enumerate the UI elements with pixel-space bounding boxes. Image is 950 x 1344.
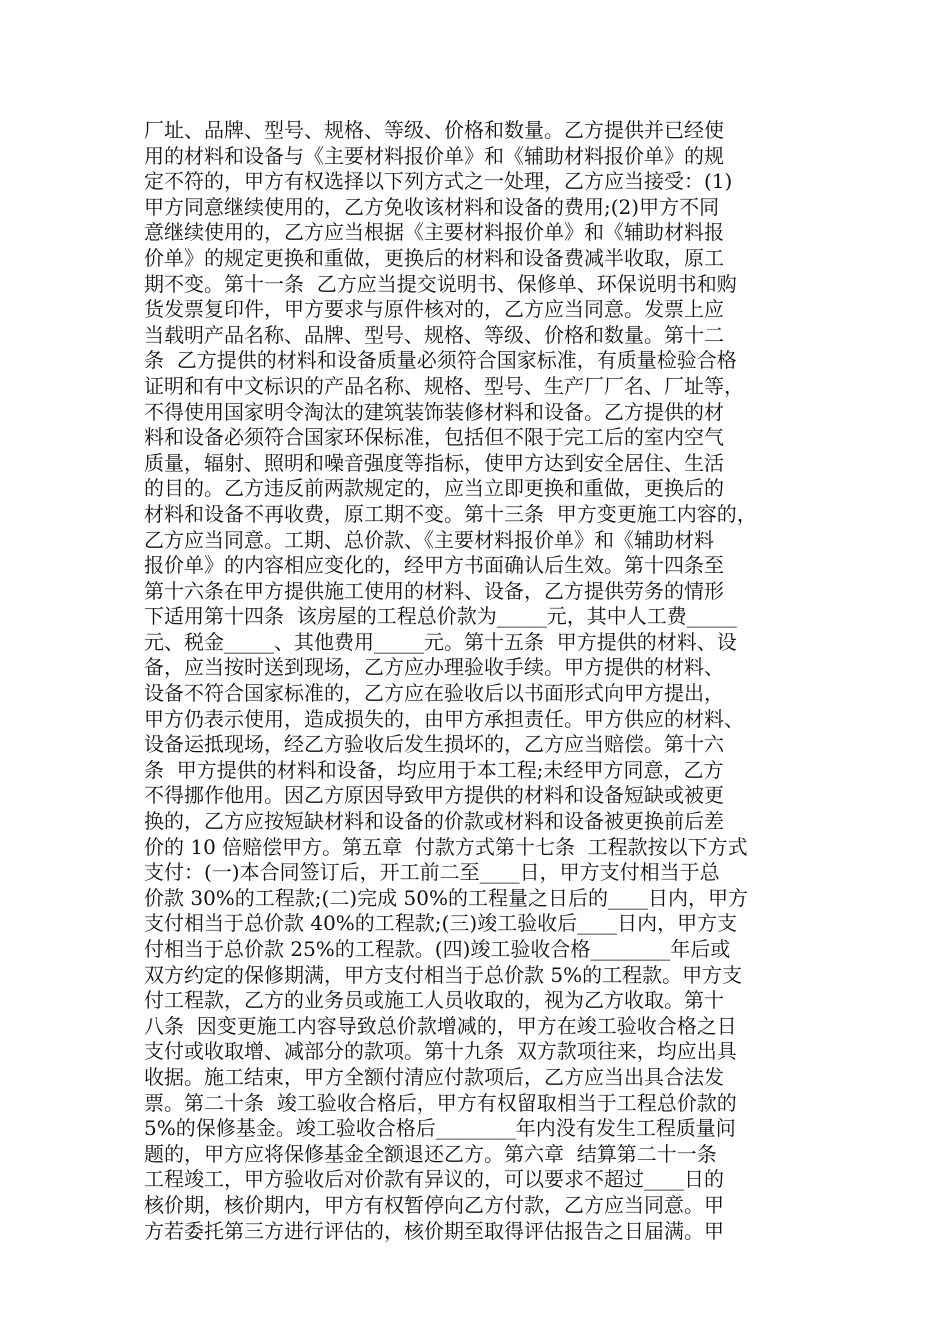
text-line: 不得挪作他用。因乙方原因导致甲方提供的材料和设备短缺或被更 (144, 783, 724, 808)
text-line: 甲方同意继续使用的，乙方免收该材料和设备的费用;(2)甲方不同 (144, 194, 720, 219)
text-line: 5%的保修基金。竣工验收合格后________年内没有发生工程质量问 (144, 1116, 736, 1141)
text-line: 下适用第十四条 该房屋的工程总价款为_____元，其中人工费_____ (144, 604, 737, 629)
text-line: 八条 因变更施工内容导致总价款增减的，甲方在竣工验收合格之日 (144, 1013, 737, 1038)
text-line: 付工程款，乙方的业务员或施工人员收取的，视为乙方收取。第十 (144, 988, 724, 1013)
text-line: 支付：(一)本合同签订后，开工前二至____日，甲方支付相当于总 (144, 860, 720, 885)
text-line: 第十六条在甲方提供施工使用的材料、设备，乙方提供劳务的情形 (144, 578, 724, 603)
text-line: 工程竣工，甲方验收后对价款有异议的，可以要求不超过____日的 (144, 1167, 724, 1192)
text-line: 料和设备必须符合国家环保标准，包括但不限于完工后的室内空气 (144, 425, 724, 450)
contract-body-text (144, 118, 810, 1244)
text-line: 证明和有中文标识的产品名称、规格、型号、生产厂厂名、厂址等， (144, 373, 744, 398)
text-line: 用的材料和设备与《主要材料报价单》和《辅助材料报价单》的规 (144, 143, 724, 168)
text-line: 的目的。乙方违反前两款规定的，应当立即更换和重做，更换后的 (144, 476, 724, 501)
text-line: 方若委托第三方进行评估的，核价期至取得评估报告之日届满。甲 (144, 1218, 724, 1243)
text-line: 双方约定的保修期满，甲方支付相当于总价款 5%的工程款。甲方支 (144, 962, 743, 987)
text-line: 甲方仍表示使用，造成损失的，由甲方承担责任。甲方供应的材料、 (144, 706, 744, 731)
text-line: 货发票复印件，甲方要求与原件核对的，乙方应当同意。发票上应 (144, 297, 724, 322)
text-line: 备，应当按时送到现场，乙方应办理验收手续。甲方提供的材料、 (144, 655, 724, 680)
text-line: 设备不符合国家标准的，乙方应在验收后以书面形式向甲方提出， (144, 681, 724, 706)
text-line: 元、税金_____、其他费用_____元。第十五条 甲方提供的材料、设 (144, 629, 737, 654)
text-line: 设备运抵现场，经乙方验收后发生损坏的，乙方应当赔偿。第十六 (144, 732, 724, 757)
text-line: 支付相当于总价款 40%的工程款;(三)竣工验收后____日内，甲方支 (144, 911, 738, 936)
text-line: 付相当于总价款 25%的工程款。(四)竣工验收合格________年后或 (144, 937, 731, 961)
text-line: 价款 30%的工程款;(二)完成 50%的工程量之日后的____日内，甲方 (144, 885, 748, 910)
text-line: 换的，乙方应按短缺材料和设备的价款或材料和设备被更换前后差 (144, 809, 724, 834)
text-line: 收据。施工结束，甲方全额付清应付款项后，乙方应当出具合法发 (144, 1064, 724, 1089)
text-line: 条 乙方提供的材料和设备质量必须符合国家标准，有质量检验合格 (144, 348, 737, 373)
text-line: 报价单》的内容相应变化的，经甲方书面确认后生效。第十四条至 (144, 553, 724, 578)
text-line: 核价期，核价期内，甲方有权暂停向乙方付款，乙方应当同意。甲 (144, 1192, 724, 1217)
text-line: 价单》的规定更换和重做，更换后的材料和设备费减半收取，原工 (144, 245, 724, 270)
text-line: 题的，甲方应将保修基金全额退还乙方。第六章 结算第二十一条 (144, 1141, 717, 1166)
text-line: 票。第二十条 竣工验收合格后，甲方有权留取相当于工程总价款的 (144, 1090, 737, 1115)
text-line: 定不符的，甲方有权选择以下列方式之一处理，乙方应当接受：(1) (144, 169, 733, 194)
text-line: 意继续使用的，乙方应当根据《主要材料报价单》和《辅助材料报 (144, 220, 724, 245)
text-line: 材料和设备不再收费，原工期不变。第十三条 甲方变更施工内容的， (144, 501, 757, 526)
text-line: 当载明产品名称、品牌、型号、规格、等级、价格和数量。第十二 (144, 322, 724, 347)
text-line: 不得使用国家明令淘汰的建筑装饰装修材料和设备。乙方提供的材 (144, 399, 724, 424)
text-line: 价的 10 倍赔偿甲方。第五章 付款方式第十七条 工程款按以下方式 (144, 834, 748, 859)
text-line: 条 甲方提供的材料和设备，均应用于本工程;未经甲方同意，乙方 (144, 757, 724, 782)
text-line: 质量，辐射、照明和噪音强度等指标，使甲方达到安全居住、生活 (144, 450, 724, 475)
text-line: 乙方应当同意。工期、总价款、《主要材料报价单》和《辅助材料 (144, 527, 714, 552)
text-line: 厂址、品牌、型号、规格、等级、价格和数量。乙方提供并已经使 (144, 118, 724, 142)
text-line: 期不变。第十一条 乙方应当提交说明书、保修单、环保说明书和购 (144, 271, 737, 296)
text-line: 支付或收取增、减部分的款项。第十九条 双方款项往来，均应出具 (144, 1039, 737, 1064)
